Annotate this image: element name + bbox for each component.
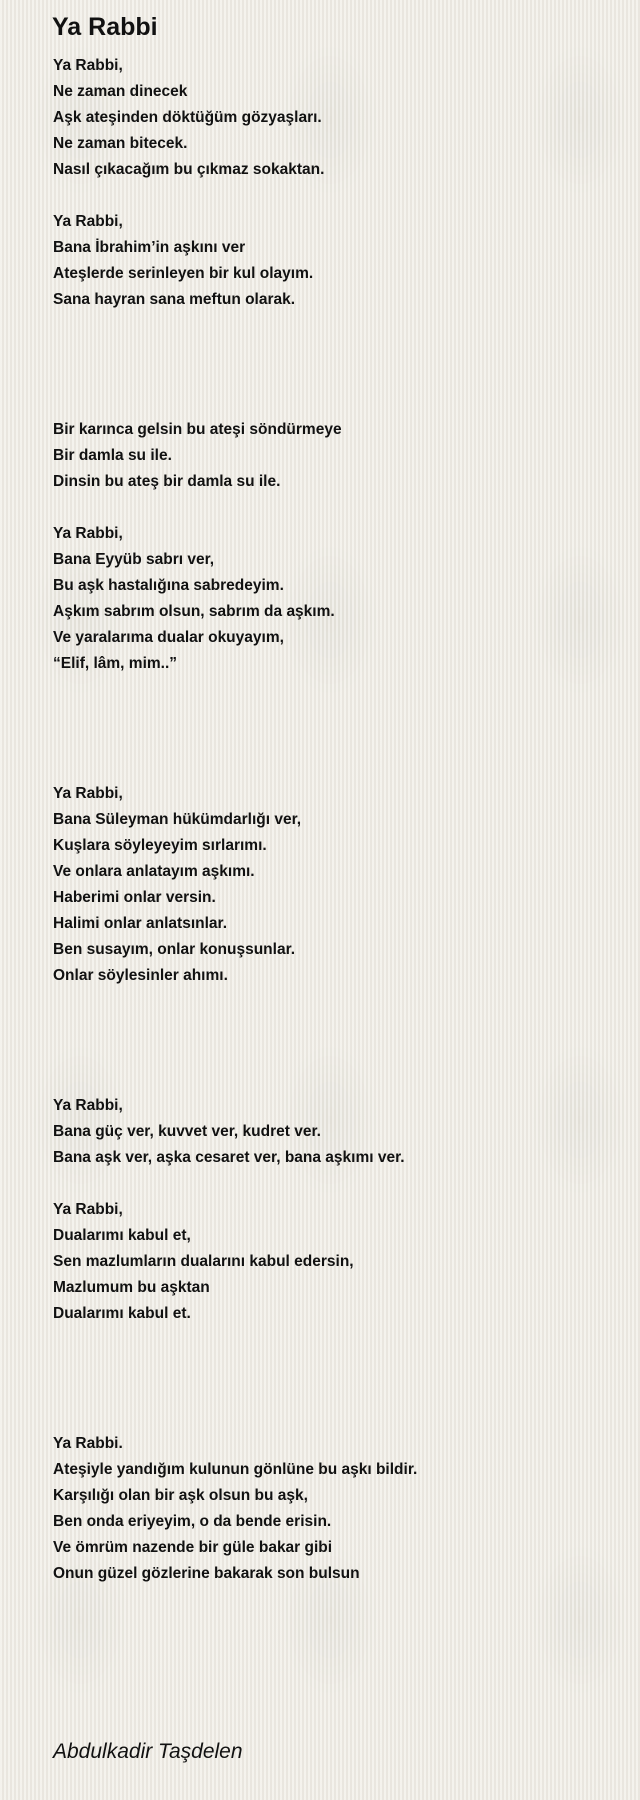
poem-line: Ya Rabbi, xyxy=(53,57,123,74)
poem-line: Ya Rabbi, xyxy=(53,1097,123,1114)
poem-line: “Elif, lâm, mim..” xyxy=(53,655,178,672)
poem-author: Abdulkadir Taşdelen xyxy=(53,1740,243,1763)
poem-line: Ne zaman dinecek xyxy=(53,83,188,100)
stanza-spacer xyxy=(53,183,613,209)
poem-line: Bana İbrahim’in aşkını ver xyxy=(53,239,246,256)
poem-line: Ve yaralarıma dualar okuyayım, xyxy=(53,629,284,646)
poem-line: Onun güzel gözlerine bakarak son bulsun xyxy=(53,1565,360,1582)
poem-line: Mazlumum bu aşktan xyxy=(53,1279,210,1296)
stanza-3 xyxy=(53,417,613,495)
poem-line: Onlar söylesinler ahımı. xyxy=(53,967,228,984)
poem-line: Dinsin bu ateş bir damla su ile. xyxy=(53,473,281,490)
poem-line: Ya Rabbi, xyxy=(53,213,123,230)
stanza-spacer xyxy=(53,313,613,417)
poem-line: Aşk ateşinden döktüğüm gözyaşları. xyxy=(53,109,322,126)
poem-line: Ve ömrüm nazende bir güle bakar gibi xyxy=(53,1539,333,1556)
poem-body xyxy=(53,53,613,1587)
stanza-4 xyxy=(53,521,613,677)
poem-line: Dualarımı kabul et, xyxy=(53,1227,191,1244)
poem-line: Nasıl çıkacağım bu çıkmaz sokaktan. xyxy=(53,161,325,178)
stanza-spacer xyxy=(53,989,613,1093)
poem-line: Bir karınca gelsin bu ateşi söndürmeye xyxy=(53,421,342,438)
poem-line: Bana Süleyman hükümdarlığı ver, xyxy=(53,811,302,828)
stanza-5 xyxy=(53,781,613,989)
poem-line: Bana güç ver, kuvvet ver, kudret ver. xyxy=(53,1123,321,1140)
stanza-2 xyxy=(53,209,613,313)
poem-line: Bana aşk ver, aşka cesaret ver, bana aşkımı ver. xyxy=(53,1149,405,1166)
poem-title: Ya Rabbi xyxy=(52,13,158,41)
poem-line: Kuşlara söyleyeyim sırlarımı. xyxy=(53,837,267,854)
poem-line: Halimi onlar anlatsınlar. xyxy=(53,915,228,932)
poem-line: Haberimi onlar versin. xyxy=(53,889,216,906)
poem-line: Dualarımı kabul et. xyxy=(53,1305,191,1322)
poem-line: Ya Rabbi, xyxy=(53,785,123,802)
poem-line: Ya Rabbi, xyxy=(53,1201,123,1218)
stanza-8 xyxy=(53,1431,613,1587)
stanza-1 xyxy=(53,53,613,183)
stanza-7 xyxy=(53,1197,613,1327)
poem-line: Ya Rabbi. xyxy=(53,1435,123,1452)
poem-line: Bir damla su ile. xyxy=(53,447,172,464)
poem-line: Ateşiyle yandığım kulunun gönlüne bu aşkı bildir. xyxy=(53,1461,418,1478)
poem-line: Ya Rabbi, xyxy=(53,525,123,542)
stanza-spacer xyxy=(53,1171,613,1197)
poem-line: Ben onda eriyeyim, o da bende erisin. xyxy=(53,1513,332,1530)
stanza-spacer xyxy=(53,677,613,781)
poem-line: Ben susayım, onlar konuşsunlar. xyxy=(53,941,296,958)
poem-line: Karşılığı olan bir aşk olsun bu aşk, xyxy=(53,1487,308,1504)
poem-line: Bana Eyyüb sabrı ver, xyxy=(53,551,215,568)
poem-line: Aşkım sabrım olsun, sabrım da aşkım. xyxy=(53,603,335,620)
stanza-6 xyxy=(53,1093,613,1171)
stanza-spacer xyxy=(53,495,613,521)
poem-line: Ve onlara anlatayım aşkımı. xyxy=(53,863,255,880)
poem-line: Sen mazlumların dualarını kabul edersin, xyxy=(53,1253,354,1270)
poem-line: Sana hayran sana meftun olarak. xyxy=(53,291,296,308)
poem-line: Ateşlerde serinleyen bir kul olayım. xyxy=(53,265,314,282)
stanza-spacer xyxy=(53,1327,613,1431)
poem-line: Ne zaman bitecek. xyxy=(53,135,188,152)
poem-line: Bu aşk hastalığına sabredeyim. xyxy=(53,577,284,594)
